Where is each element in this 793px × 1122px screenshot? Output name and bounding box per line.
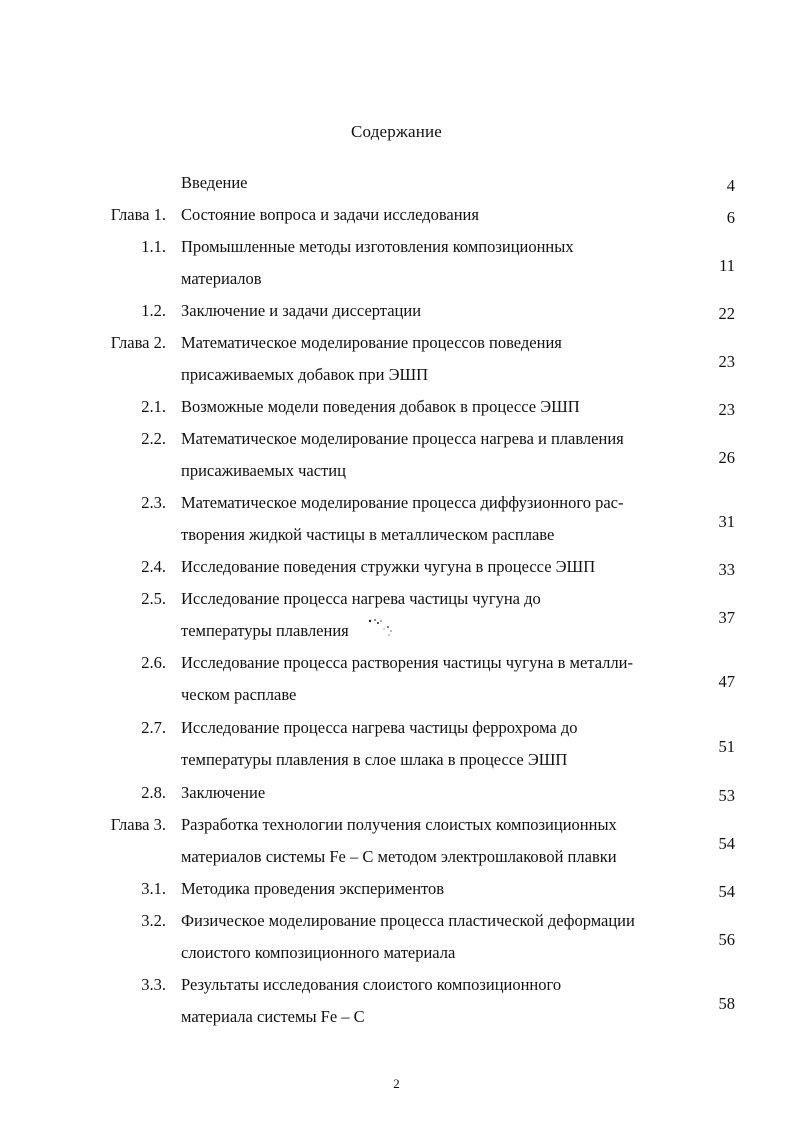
- toc-entry-number: 3.3.: [141, 975, 166, 994]
- toc-entry-title-line: Разработка технологии получения слоистых композиционных: [181, 815, 617, 834]
- toc-entry-number: 3.2.: [141, 911, 166, 930]
- page-title: Содержание: [350, 122, 443, 141]
- toc-entry-number: Глава 3.: [110, 815, 166, 834]
- toc-entry-title: [181, 905, 691, 969]
- toc-entry-number: 3.1.: [141, 879, 166, 898]
- toc-entry-number: 2.1.: [141, 397, 166, 416]
- toc-entry-title-line: присаживаемых частиц: [181, 461, 346, 480]
- toc-entry-number: 2.4.: [141, 557, 166, 576]
- toc-entry-page: 33: [718, 560, 735, 579]
- toc-entry-title-line: слоистого композиционного материала: [181, 943, 456, 962]
- toc-entry-number: Глава 1.: [110, 205, 166, 224]
- toc-entry-title: [181, 231, 691, 295]
- toc-entry-title: [181, 487, 691, 551]
- toc-entry-number: 2.7.: [141, 718, 166, 737]
- toc-entry-page: 47: [718, 672, 735, 691]
- toc-entry-page: 11: [719, 256, 735, 275]
- toc-entry-title-line: материала системы Fe – C: [181, 1007, 365, 1026]
- toc-entry-title: Заключение и задачи диссертации: [181, 301, 422, 320]
- toc-entry-page: 37: [718, 608, 735, 627]
- toc-entry-page: 4: [726, 176, 735, 195]
- page-number: 2: [393, 1076, 400, 1091]
- toc-entry-title: [181, 583, 691, 647]
- toc-entry-title: Заключение: [181, 783, 266, 802]
- toc-entry-title: [181, 809, 691, 873]
- toc-entry-title-line: Исследование процесса нагрева частицы чугуна до: [181, 589, 541, 608]
- toc-entry-page: 51: [718, 737, 735, 756]
- toc-entry-number: 1.1.: [141, 237, 166, 256]
- toc-entry-title: Исследование поведения стружки чугуна в процессе ЭШП: [181, 557, 596, 576]
- toc-entry-title: Возможные модели поведения добавок в процессе ЭШП: [181, 397, 580, 416]
- toc-entry-page: 22: [718, 304, 735, 323]
- toc-entry-title-line: ческом расплаве: [181, 685, 297, 704]
- toc-entry-title-line: Исследование процесса нагрева частицы феррохрома до: [181, 718, 578, 737]
- toc-entry-number: 1.2.: [141, 301, 166, 320]
- toc-entry-number: Глава 2.: [110, 333, 166, 352]
- toc-entry-title: [181, 423, 691, 487]
- toc-entry-title: Методика проведения экспериментов: [181, 879, 445, 898]
- toc-entry-title: [181, 712, 691, 776]
- toc-entry-title-line: материалов: [181, 269, 262, 288]
- toc-entry-title-line: материалов системы Fe – C методом электрошлаковой плавки: [181, 847, 617, 866]
- toc-entry-title: [181, 647, 691, 711]
- toc-entry-page: 58: [718, 994, 735, 1013]
- toc-entry-number: 2.5.: [141, 589, 166, 608]
- toc-entry-title-line: Физическое моделирование процесса пластической деформации: [181, 911, 635, 930]
- scan-noise-marks: [366, 618, 396, 638]
- toc-entry-title-line: Результаты исследования слоистого композиционного: [181, 975, 562, 994]
- toc-entry-page: 31: [718, 512, 735, 531]
- toc-entry-title-line: творения жидкой частицы в металлическом расплаве: [181, 525, 555, 544]
- toc-entry-page: 53: [718, 786, 735, 805]
- toc-entry-page: 54: [718, 834, 735, 853]
- toc-entry-title-line: температуры плавления: [181, 621, 349, 640]
- toc-entry-title-line: Исследование процесса растворения частицы чугуна в металли-: [181, 653, 633, 672]
- toc-entry-title: [181, 327, 691, 391]
- toc-entry-page: 23: [718, 400, 735, 419]
- toc-entry-page: 26: [718, 448, 735, 467]
- toc-entry-page: 54: [718, 882, 735, 901]
- toc-entry-title-line: температуры плавления в слое шлака в процессе ЭШП: [181, 750, 568, 769]
- toc-entry-title-line: Математическое моделирование процесса нагрева и плавления: [181, 429, 624, 448]
- toc-entry-title-line: Математическое моделирование процессов поведения: [181, 333, 562, 352]
- toc-entry-title: Состояние вопроса и задачи исследования: [181, 205, 479, 224]
- toc-entry-title: Введение: [181, 173, 248, 192]
- toc-entry-number: 2.2.: [141, 429, 166, 448]
- toc-entry-number: 2.8.: [141, 783, 166, 802]
- toc-entry-title-line: присаживаемых добавок при ЭШП: [181, 365, 429, 384]
- toc-entry-number: 2.3.: [141, 493, 166, 512]
- toc-entry-title: [181, 969, 691, 1033]
- toc-entry-page: 56: [718, 930, 735, 949]
- toc-entry-title-line: Математическое моделирование процесса диффузионного рас-: [181, 493, 624, 512]
- toc-entry-page: 6: [726, 208, 735, 227]
- toc-entry-title-line: Промышленные методы изготовления композиционных: [181, 237, 574, 256]
- toc-entry-number: 2.6.: [141, 653, 166, 672]
- toc-entry-page: 23: [718, 352, 735, 371]
